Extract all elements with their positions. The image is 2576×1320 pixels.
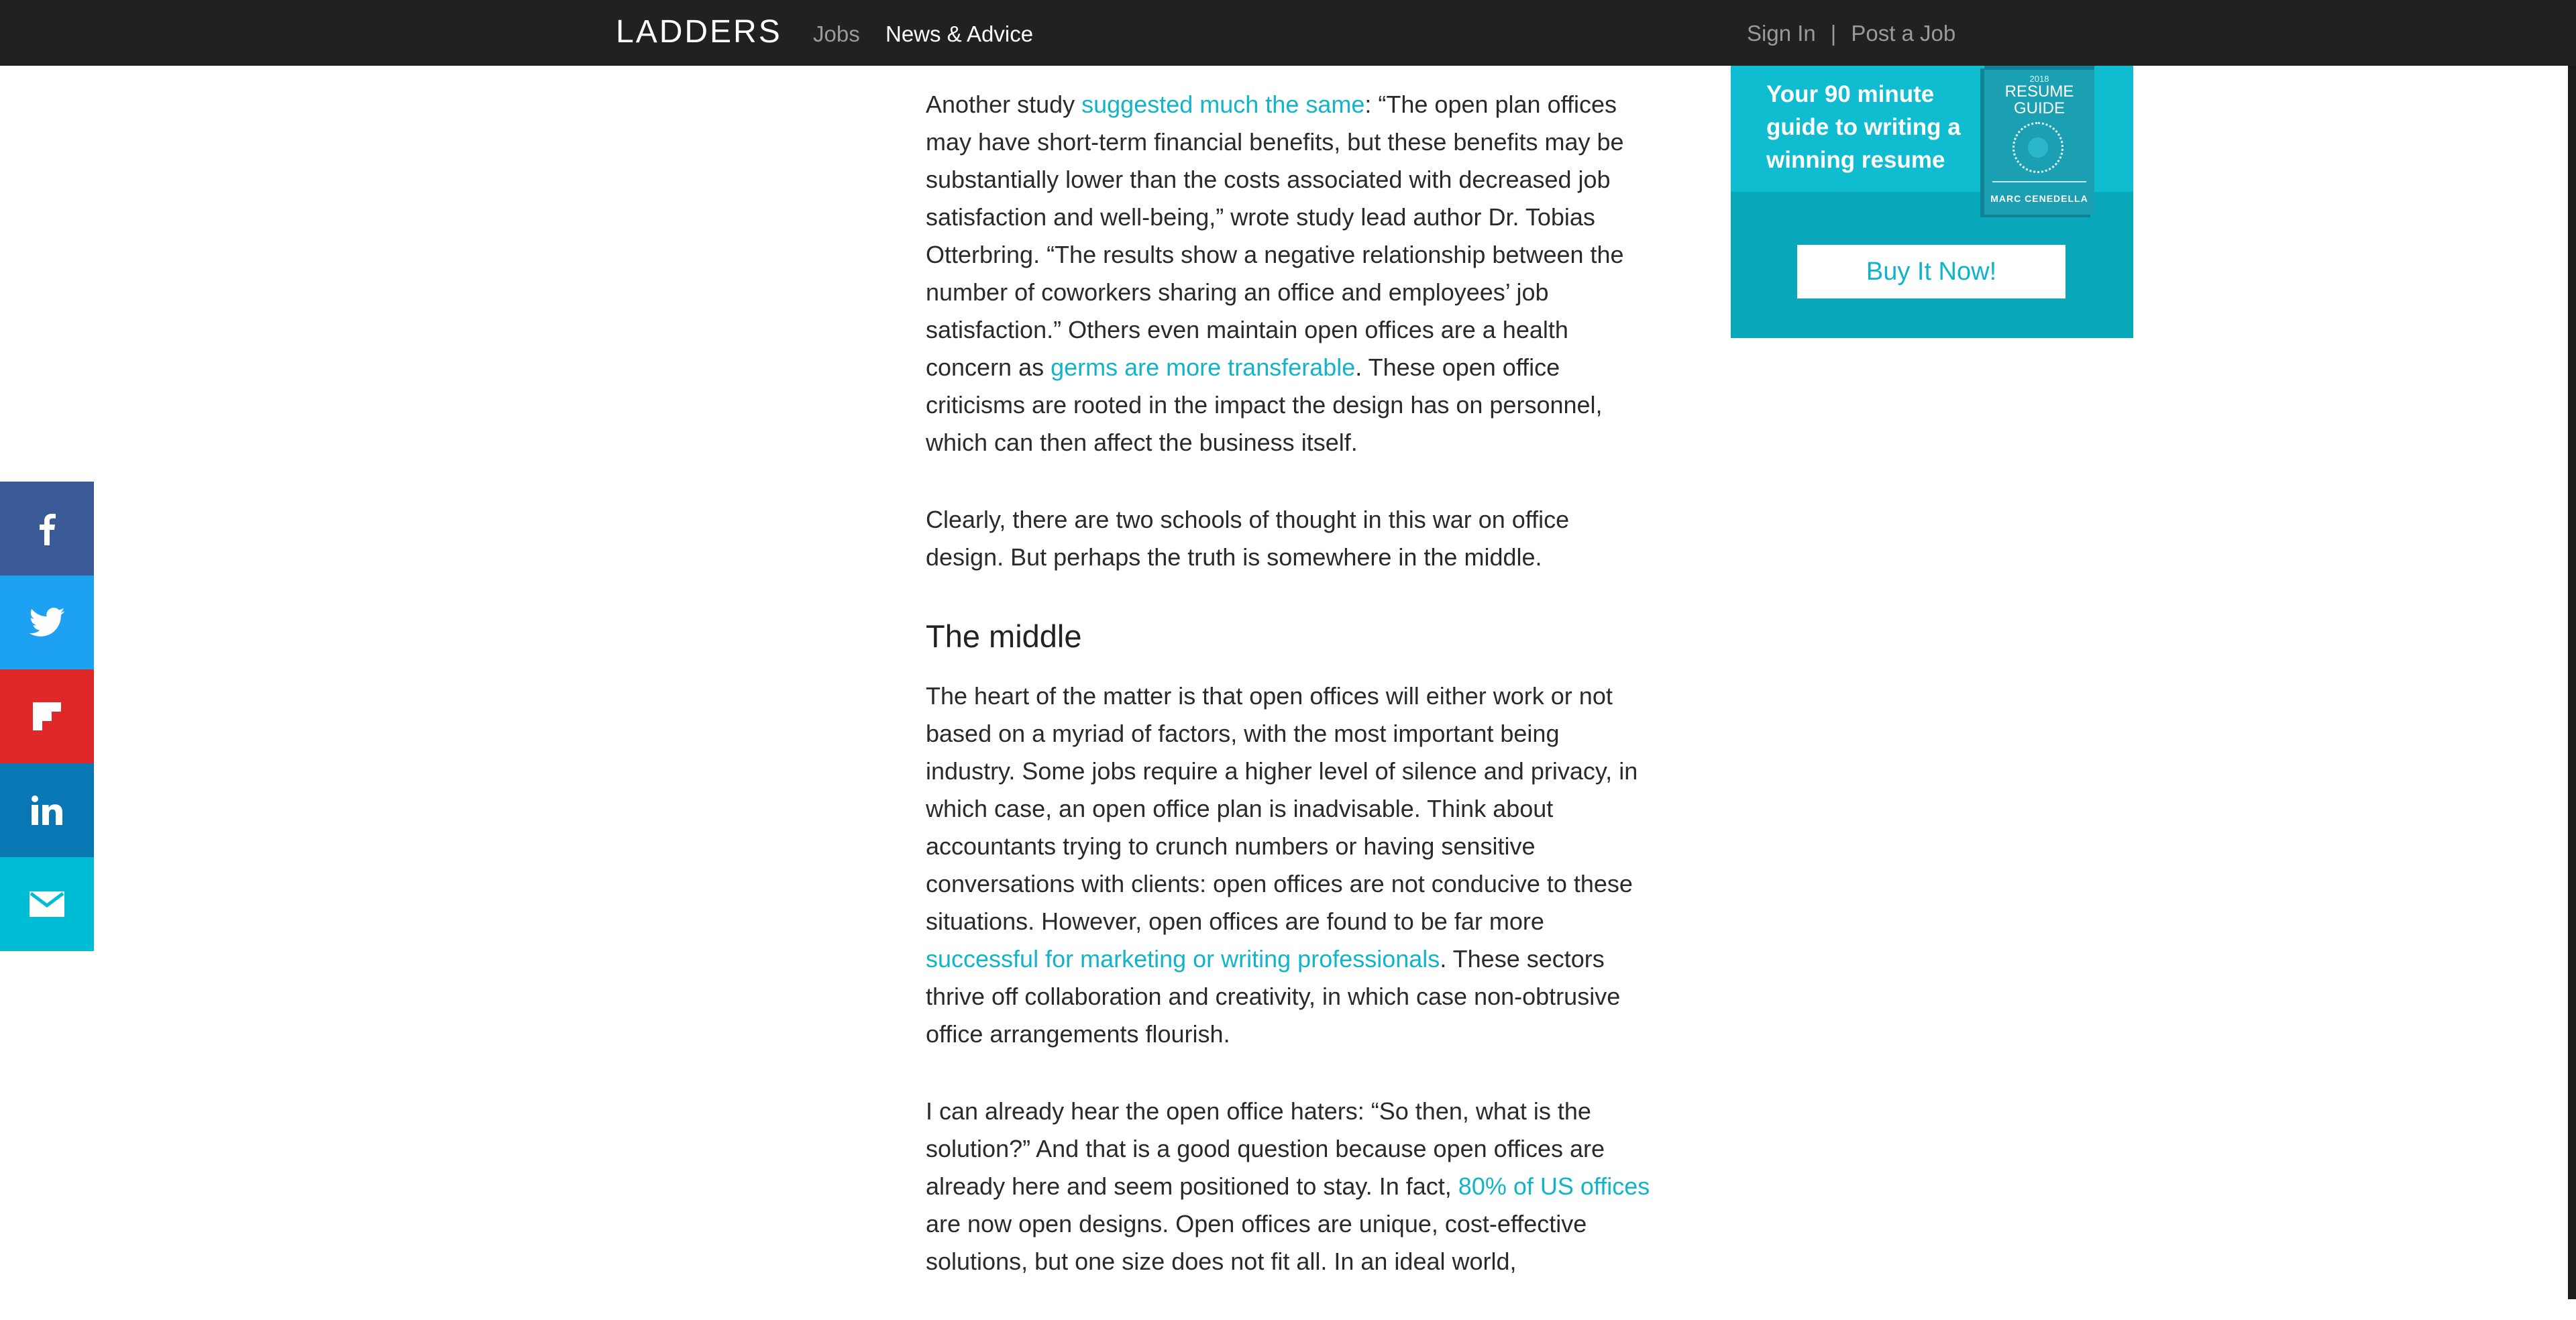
book-title: RESUME GUIDE: [2004, 82, 2074, 117]
share-facebook-button[interactable]: [0, 482, 94, 575]
paragraph-text: The heart of the matter is that open offices will either work or not based on a myriad of factors, with the most important being industry. Some jobs require a higher level of silence and privacy, in which case, an open office plan is inadvisable. Think about accountants trying to crunch numbers or having sensitive conversations with clients: open offices are not conducive to these situations. However, open offices are found to be far more: [926, 682, 1638, 935]
window-edge: [2568, 66, 2576, 1299]
resume-guide-ad[interactable]: [1731, 66, 2133, 338]
share-linkedin-button[interactable]: [0, 763, 94, 857]
twitter-icon: [29, 608, 65, 637]
paragraph-text: . These open office criticisms are rooted in the impact the design has on personnel, which can then affect the business itself.: [926, 353, 1603, 456]
account-links: [1747, 20, 1955, 47]
paragraph-text: Another study: [926, 91, 1082, 118]
section-heading: The middle: [926, 618, 1082, 654]
article-body: [926, 86, 1650, 1320]
ladders-logo[interactable]: LADDERS: [616, 14, 782, 50]
link-80-percent-of-us-offices[interactable]: 80% of US offices: [1458, 1172, 1650, 1200]
book-author: MARC CENEDELLA: [1990, 193, 2088, 204]
paragraph-text: . These sectors thrive off collaboration and creativity, in which case non-obtrusive office arrangements flourish.: [926, 945, 1621, 1048]
linkedin-icon: [32, 795, 62, 825]
share-twitter-button[interactable]: [0, 575, 94, 669]
flipboard-icon: [33, 702, 61, 730]
book-year: 2018: [2029, 74, 2049, 84]
buy-it-now-button[interactable]: Buy It Now!: [1797, 245, 2065, 298]
paragraph-text: are now open designs. Open offices are unique, cost-effective solutions, but one size does not fit all. In an ideal world,: [926, 1210, 1587, 1275]
nav-separator: |: [1830, 21, 1837, 46]
article-paragraph: [926, 86, 1650, 461]
ad-tagline: Your 90 minute guide to writing a winning resume: [1766, 81, 1961, 173]
paragraph-text: : “The open plan offices may have short-term financial benefits, but these benefits may be substantially lower than the costs associated with decreased job satisfaction and well-being,” wrote study lead author Dr. Tobias Otterbring. “The results show a negative relationship between the number of coworkers sharing an office and employees’ job satisfaction.” Others even maintain open offices are a health concern as: [926, 91, 1624, 381]
facebook-icon: [38, 512, 56, 545]
book-divider: [1992, 181, 2086, 192]
link-germs-are-more-transferable[interactable]: germs are more transferable: [1051, 353, 1356, 381]
paragraph-text: I can already hear the open office haters: “So then, what is the solution?” And that is a good question because open offices are already here and seem positioned to stay. In fact,: [926, 1097, 1605, 1200]
social-share-bar: [0, 482, 94, 951]
article-paragraph: [926, 1093, 1650, 1280]
share-flipboard-button[interactable]: [0, 669, 94, 763]
post-a-job-link[interactable]: Post a Job: [1851, 21, 1956, 46]
link-successful-for-marketing[interactable]: successful for marketing or writing professionals: [926, 945, 1440, 973]
share-email-button[interactable]: [0, 857, 94, 951]
article-paragraph: [926, 677, 1650, 1053]
resume-guide-book-cover: [1984, 66, 2094, 215]
article-paragraph: Clearly, there are two schools of thought in this war on office design. But perhaps the truth is somewhere in the middle.: [926, 506, 1570, 571]
sign-in-link[interactable]: Sign In: [1747, 21, 1816, 46]
nav-link-news-advice[interactable]: News & Advice: [885, 21, 1034, 46]
top-navigation-bar: [0, 0, 2576, 66]
link-suggested-much-the-same[interactable]: suggested much the same: [1081, 91, 1365, 118]
book-emblem-icon: [2012, 122, 2063, 173]
nav-link-jobs[interactable]: Jobs: [813, 21, 860, 46]
email-icon: [30, 891, 64, 917]
